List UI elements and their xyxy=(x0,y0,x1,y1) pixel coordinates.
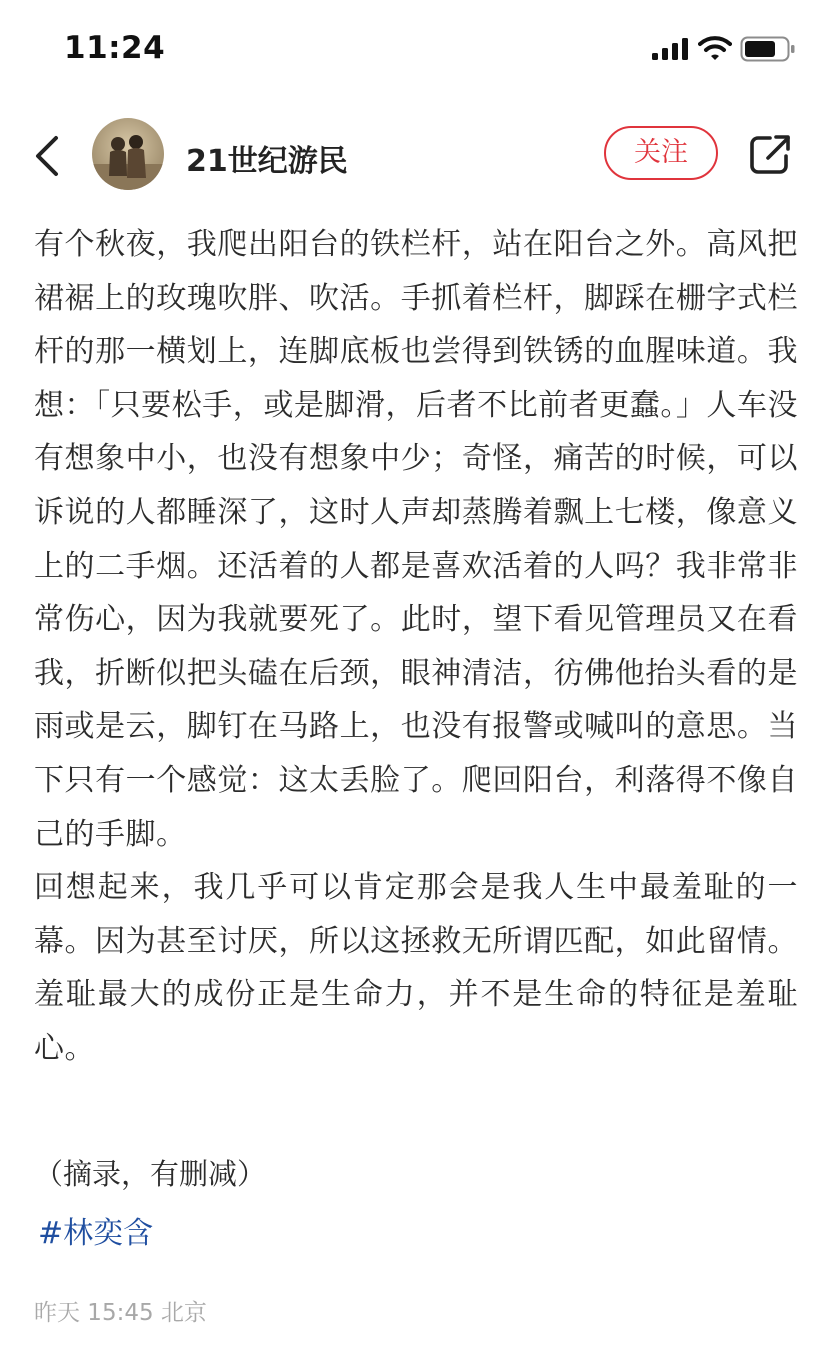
post-body xyxy=(34,218,798,1076)
back-chevron-icon[interactable] xyxy=(30,134,66,178)
post-paragraph: 回想起来，我几乎可以肯定那会是我人生中最羞耻的一幕。因为甚至讨厌，所以这拯救无所谓匹配，如此留情。羞耻最大的成份正是生命力，并不是生命的特征是羞耻心。 xyxy=(34,870,798,1066)
post-timestamp: 昨天 15:45 北京 xyxy=(34,1300,207,1326)
author-avatar[interactable] xyxy=(92,118,164,190)
topic-tag-link[interactable]: #林奕含 xyxy=(38,1216,154,1251)
status-time: 11:24 xyxy=(64,30,166,66)
follow-button[interactable]: 关注 xyxy=(604,126,718,180)
avatar-photo xyxy=(92,118,164,190)
excerpt-note: （摘录，有删减） xyxy=(34,1157,267,1191)
share-icon[interactable] xyxy=(748,132,792,176)
post-paragraph: 有个秋夜，我爬出阳台的铁栏杆，站在阳台之外。高风把裙裾上的玫瑰吹胖、吹活。手抓着栏杆，脚踩在栅字式栏杆的那一横划上，连脚底板也尝得到铁锈的血腥味道。我想：「只要松手，或是脚滑，后者不比前者更蠢。」人车没有想象中小，也没有想象中少；奇怪，痛苦的时候，可以诉说的人都睡深了，这时人声却蒸腾着飘上七楼，像意义上的二手烟。还活着的人都是喜欢活着的人吗？我非常非常伤心，因为我就要死了。此时，望下看见管理员又在看我，折断似把头磕在后颈，眼神清洁，彷佛他抬头看的是雨或是云，脚钉在马路上，也没有报警或喊叫的意思。当下只有一个感觉：这太丢脸了。爬回阳台，利落得不像自己的手脚。 xyxy=(34,227,798,852)
battery-icon xyxy=(740,36,796,62)
signal-icon xyxy=(652,38,690,60)
author-name[interactable]: 21世纪游民 xyxy=(186,144,348,179)
wifi-icon xyxy=(698,35,732,61)
post-header xyxy=(0,110,828,200)
status-bar xyxy=(0,0,828,100)
